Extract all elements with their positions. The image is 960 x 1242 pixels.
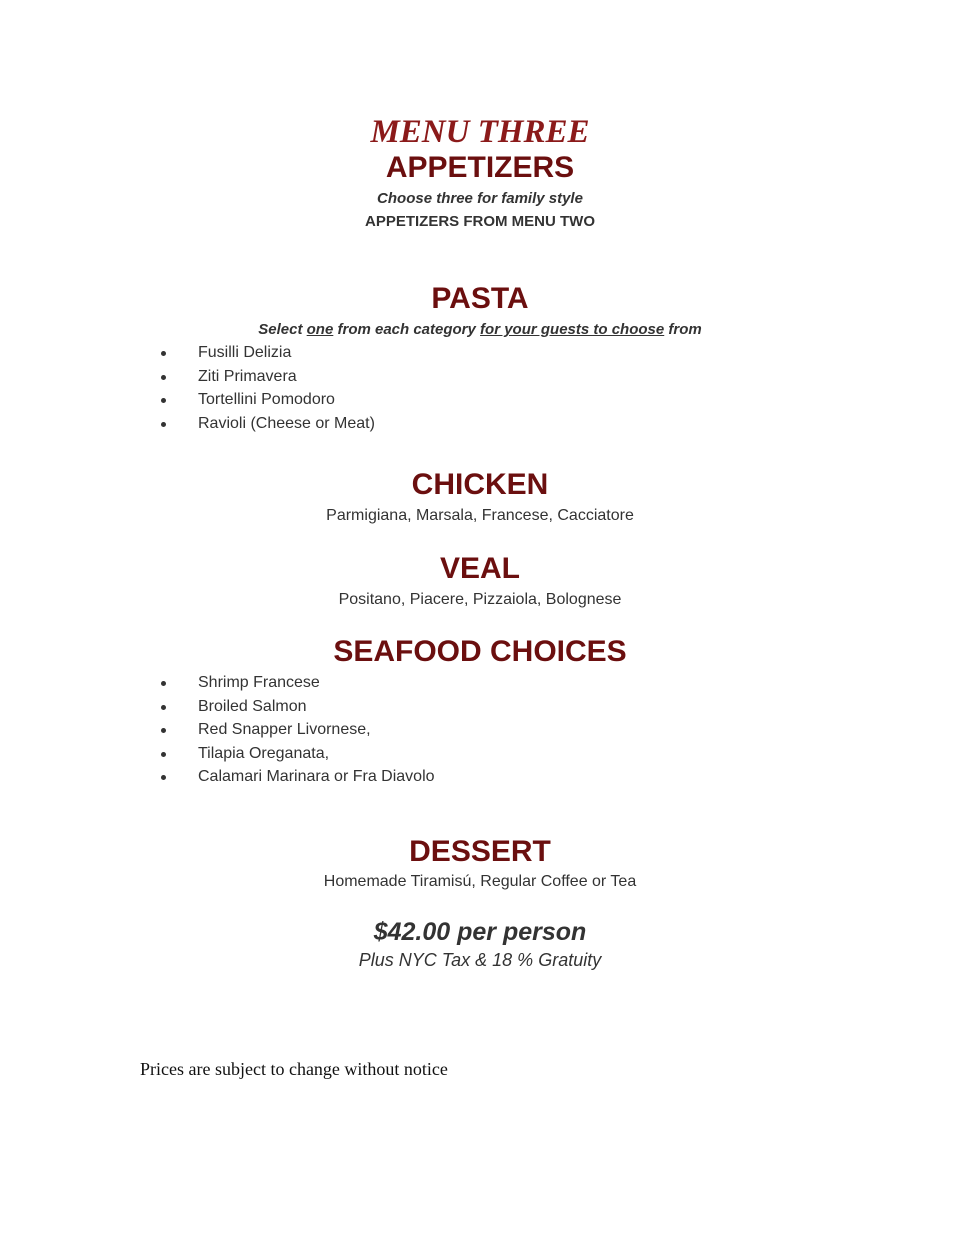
pasta-instruction bbox=[0, 320, 960, 340]
pasta-item bbox=[160, 414, 375, 438]
price-change-notice: Prices are subject to change without notice bbox=[140, 1059, 448, 1079]
veal-heading: VEAL bbox=[439, 552, 520, 585]
bullet-icon bbox=[161, 775, 166, 780]
bullet-icon bbox=[161, 681, 166, 686]
pasta-item-label: Ziti Primavera bbox=[198, 367, 297, 385]
seafood-item bbox=[160, 767, 435, 791]
seafood-item-label: Calamari Marinara or Fra Diavolo bbox=[198, 768, 435, 785]
bullet-icon bbox=[161, 375, 166, 380]
seafood-list bbox=[160, 673, 435, 791]
pasta-heading: PASTA bbox=[431, 282, 529, 315]
seafood-item-label: Red Snapper Livornese, bbox=[198, 721, 371, 738]
bullet-icon bbox=[161, 705, 166, 710]
pasta-item bbox=[160, 343, 375, 367]
pasta-list bbox=[160, 343, 375, 437]
bullet-icon bbox=[161, 752, 166, 757]
pasta-item-label: Tortellini Pomodoro bbox=[198, 391, 335, 408]
dessert-options: Homemade Tiramisú, Regular Coffee or Tea bbox=[323, 873, 637, 890]
price-per-person: $42.00 per person bbox=[373, 918, 587, 946]
bullet-icon bbox=[161, 728, 166, 733]
seafood-item-label: Broiled Salmon bbox=[198, 697, 307, 715]
chicken-heading: CHICKEN bbox=[411, 468, 549, 501]
bullet-icon bbox=[161, 351, 166, 356]
pasta-item bbox=[160, 390, 375, 414]
seafood-item-label: Tilapia Oreganata, bbox=[198, 744, 330, 762]
seafood-heading: SEAFOOD CHOICES bbox=[333, 635, 627, 668]
dessert-heading: DESSERT bbox=[409, 835, 551, 868]
pasta-instruction-part-3: from each category bbox=[333, 321, 481, 338]
chicken-options: Parmigiana, Marsala, Francese, Cacciatore bbox=[326, 507, 634, 524]
seafood-item bbox=[160, 720, 435, 744]
seafood-item bbox=[160, 673, 435, 697]
menu-title: MENU THREE bbox=[370, 114, 590, 150]
veal-options: Positano, Piacere, Pizzaiola, Bolognese bbox=[338, 591, 622, 608]
appetizers-heading: APPETIZERS bbox=[385, 151, 575, 184]
appetizers-instruction: Choose three for family style bbox=[377, 190, 583, 207]
appetizers-note: APPETIZERS FROM MENU TWO bbox=[365, 213, 595, 230]
pasta-instruction-part-5: from bbox=[664, 321, 702, 338]
tax-gratuity-note: Plus NYC Tax & 18 % Gratuity bbox=[358, 950, 602, 970]
bullet-icon bbox=[161, 398, 166, 403]
pasta-item-label: Ravioli (Cheese or Meat) bbox=[198, 414, 375, 432]
seafood-item bbox=[160, 697, 435, 721]
pasta-item bbox=[160, 367, 375, 391]
pasta-instruction-emphasis-one: one bbox=[306, 321, 334, 338]
seafood-item bbox=[160, 744, 435, 768]
bullet-icon bbox=[161, 422, 166, 427]
pasta-instruction-emphasis-guests: for your guests to choose bbox=[480, 321, 665, 338]
pasta-item-label: Fusilli Delizia bbox=[198, 344, 292, 361]
seafood-item-label: Shrimp Francese bbox=[198, 674, 320, 691]
pasta-instruction-part-1: Select bbox=[258, 321, 307, 338]
